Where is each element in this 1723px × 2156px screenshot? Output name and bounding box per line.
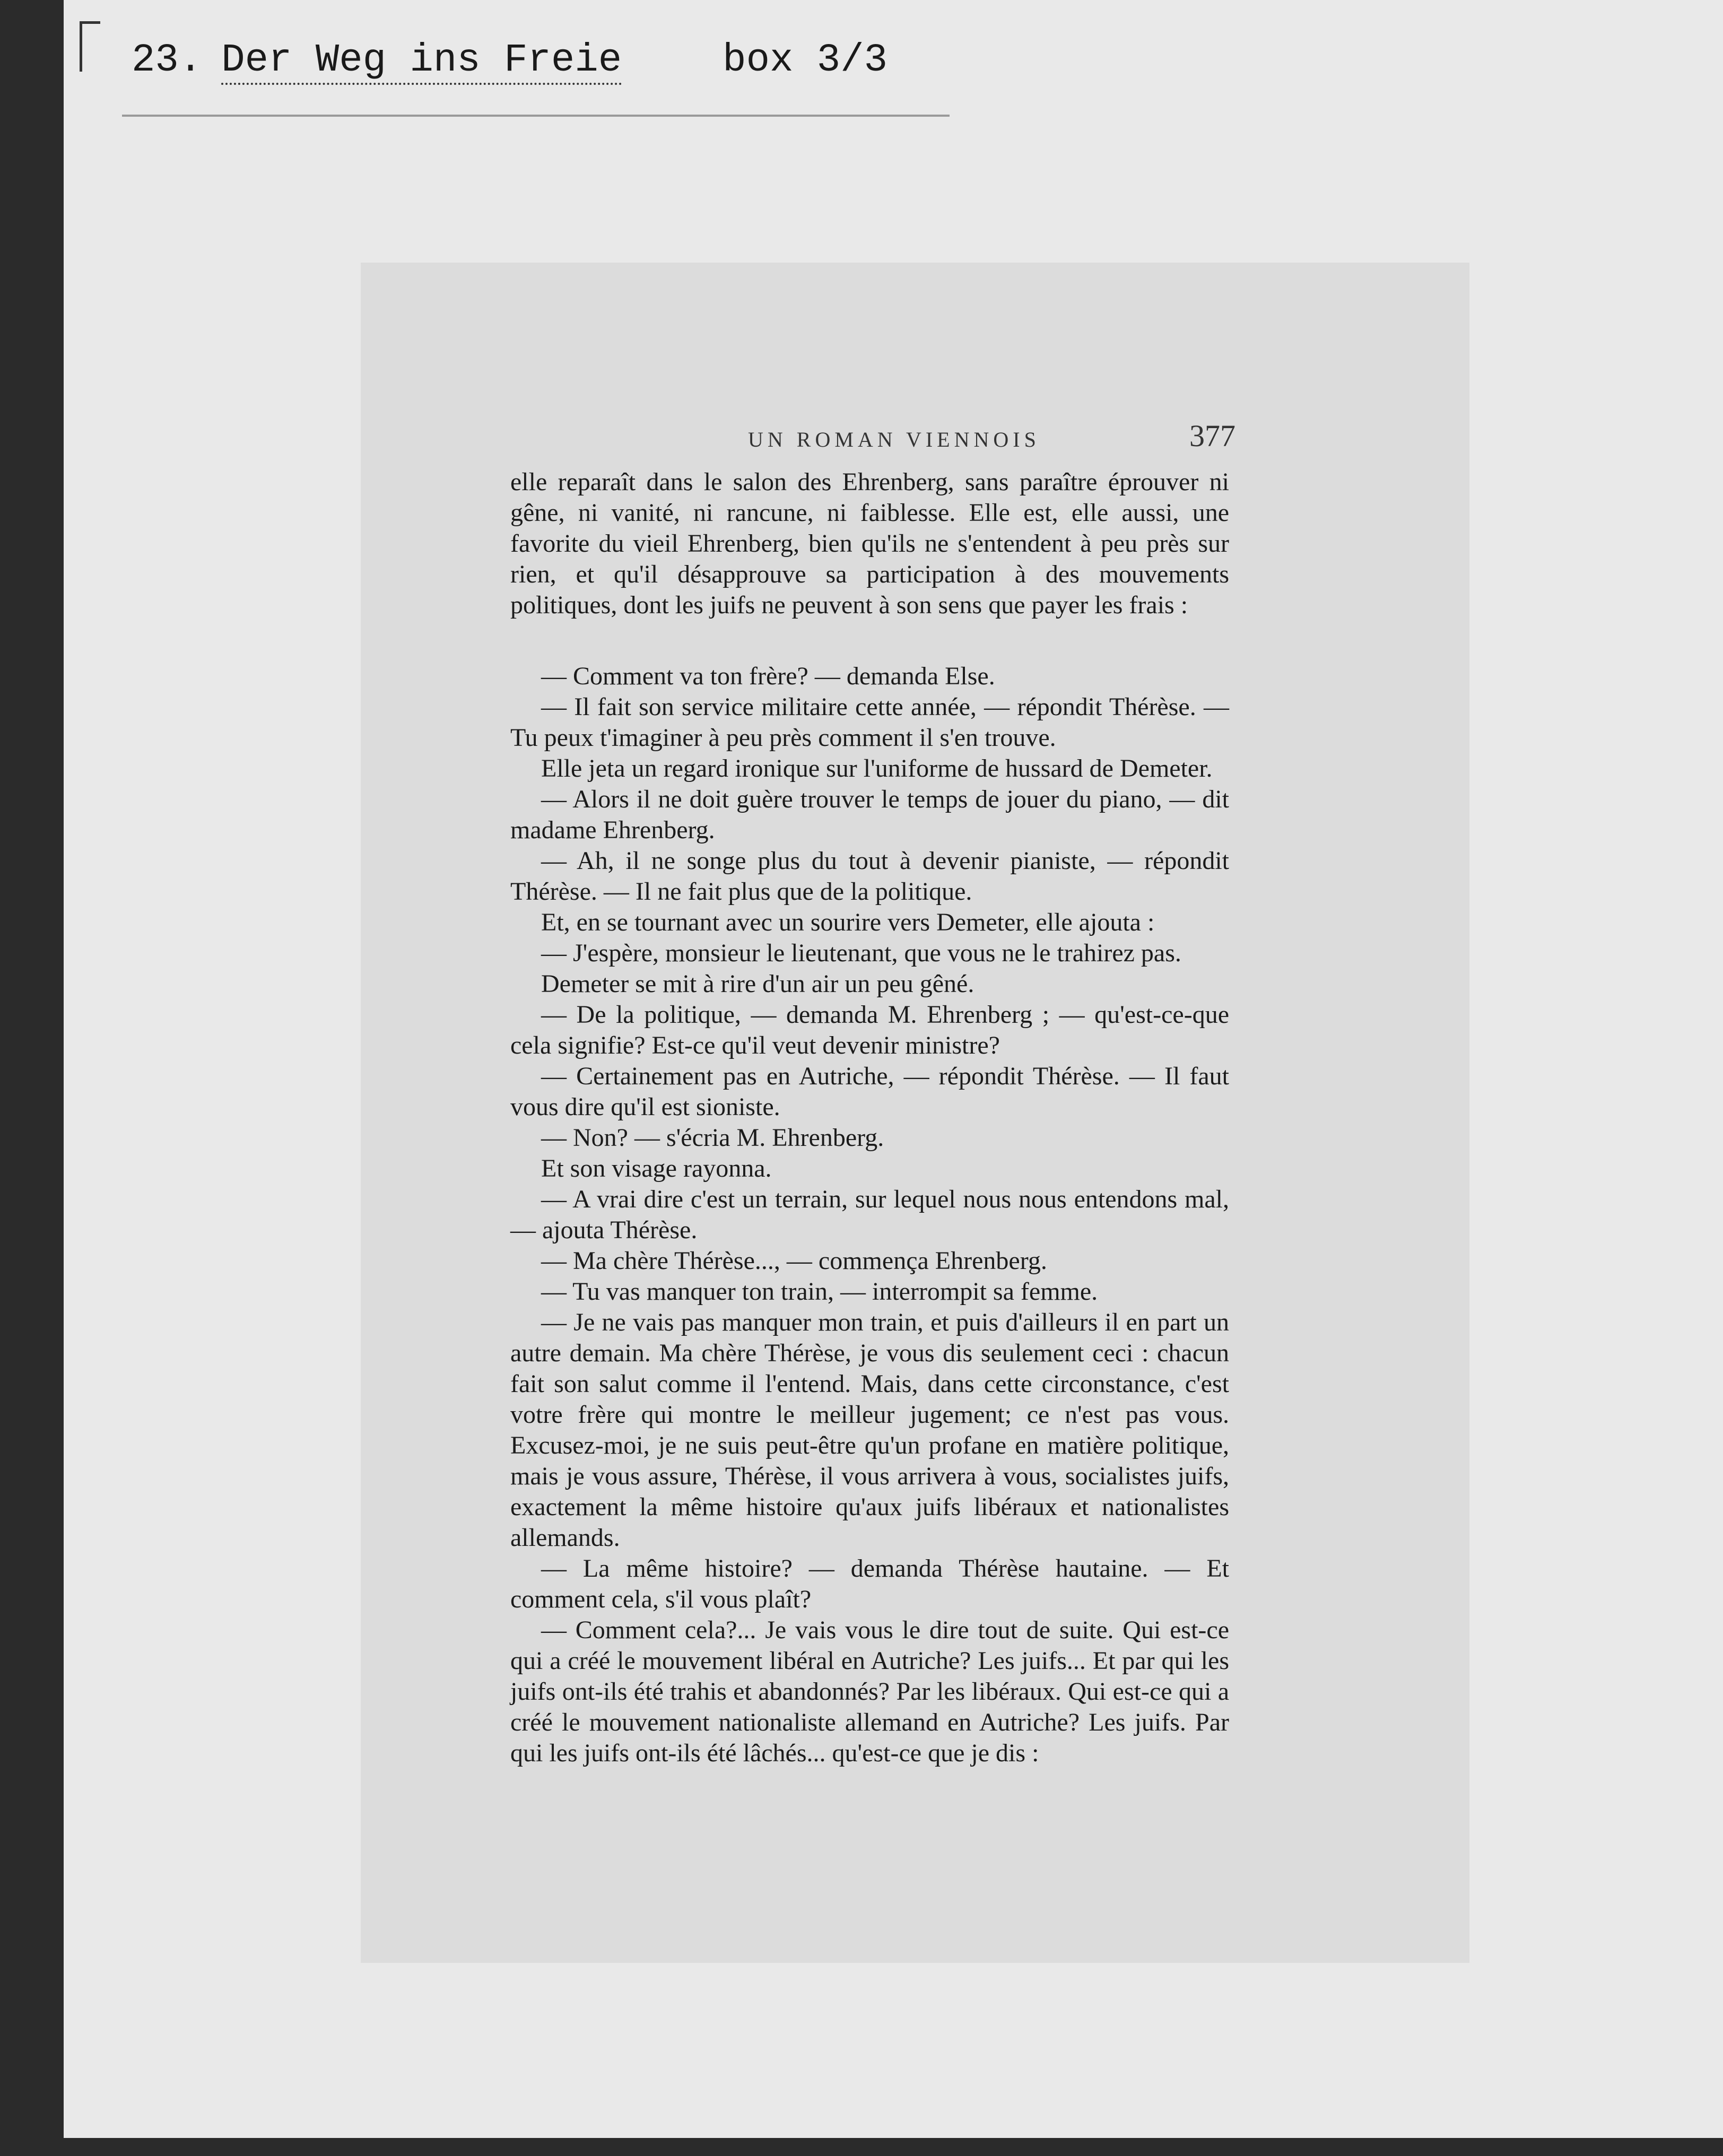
paragraph: — Comment va ton frère? — demanda Else. [541,662,995,690]
archive-label [132,38,887,83]
label-box: box 3/3 [723,38,888,83]
page-number: 377 [1189,419,1235,453]
paragraph: Et, en se tournant avec un sourire vers Demeter, elle ajouta : [541,908,1155,936]
paragraph: — Il fait son service militaire cette année, — répondit Thérèse. — Tu peux t'imaginer à peu près comment il s'en trouve. [510,693,1229,752]
paragraph: Demeter se mit à rire d'un air un peu gêné. [541,970,974,998]
paragraph: — Ma chère Thérèse..., — commença Ehrenberg. [541,1247,1047,1275]
label-number: 23. [132,38,203,83]
paragraph: — A vrai dire c'est un terrain, sur lequel nous nous entendons mal, — ajouta Thérèse. [510,1185,1229,1244]
label-underline-rule [122,115,950,117]
paragraph: — Non? — s'écria M. Ehrenberg. [541,1124,884,1152]
corner-bracket-mark [80,21,100,72]
paragraph: — Certainement pas en Autriche, — répondit Thérèse. — Il faut vous dire qu'il est sioniste. [510,1062,1229,1121]
paragraph: — Ah, il ne songe plus du tout à devenir pianiste, — répondit Thérèse. — Il ne fait plus que de la politique. [510,847,1229,906]
dark-mount-edge-bottom [0,2138,1723,2156]
paragraph: elle reparaît dans le salon des Ehrenberg, sans paraître éprouver ni gêne, ni vanité, ni rancune, ni faiblesse. Elle est, elle aussi, une favorite du vieil Ehrenberg, bien qu'ils ne s'entendent à peu près sur rien, et qu'il désapprouve sa participation à des mouvements politiques, dont les juifs ne peuvent à son sens que payer les frais : [510,468,1229,619]
dark-mount-edge-left [0,0,64,2156]
paragraph: — Comment cela?... Je vais vous le dire tout de suite. Qui est-ce qui a créé le mouvement libéral en Autriche? Les juifs... Et par qui les juifs ont-ils été trahis et abandonnés? Par les libéraux. Qui est-ce qui a créé le mouvement nationaliste allemand en Autriche? Les juifs. Par qui les juifs ont-ils été lâchés... qu'est-ce que je dis : [510,1616,1229,1767]
paragraph: — J'espère, monsieur le lieutenant, que vous ne le trahirez pas. [541,939,1181,967]
paragraph: — Je ne vais pas manquer mon train, et puis d'ailleurs il en part un autre demain. Ma chère Thérèse, je vous dis seulement ceci : chacun fait son salut comme il l'entend. Mais, dans cette circonstance, c'est votre frère qui montre le meilleur jugement; ce n'est pas vous. Excusez-moi, je ne suis peut-être qu'un profane en matière politique, mais je vous assure, Thérèse, il vous arrivera à vous, socialistes juifs, exactement la même histoire qu'aux juifs libéraux et nationalistes allemands. [510,1308,1229,1552]
paragraph: — Tu vas manquer ton train, — interrompit sa femme. [541,1277,1098,1306]
body-text [510,467,1229,1769]
running-head: UN ROMAN VIENNOIS [748,428,1040,451]
label-title: Der Weg ins Freie [221,38,622,85]
paragraph: Elle jeta un regard ironique sur l'uniforme de hussard de Demeter. [541,754,1213,783]
paragraph: — Alors il ne doit guère trouver le temps de jouer du piano, — dit madame Ehrenberg. [510,785,1229,844]
paragraph: — De la politique, — demanda M. Ehrenberg ; — qu'est-ce-que cela signifie? Est-ce qu'il veut devenir ministre? [510,1001,1229,1059]
paragraph: — La même histoire? — demanda Thérèse hautaine. — Et comment cela, s'il vous plaît? [510,1554,1229,1613]
paragraph: Et son visage rayonna. [541,1154,772,1183]
